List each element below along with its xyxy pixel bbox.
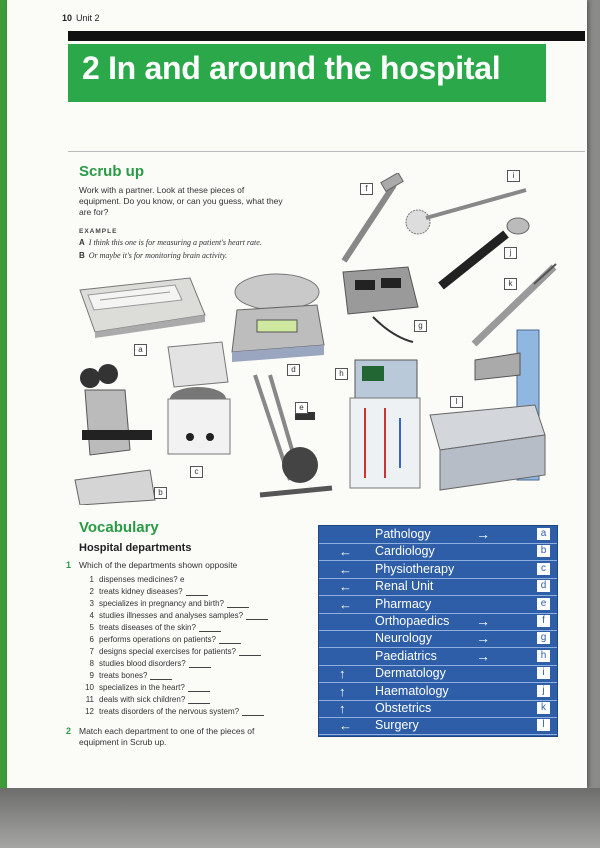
arrow-right-icon: → bbox=[476, 630, 490, 647]
ecg-recorder-image bbox=[70, 270, 210, 340]
top-rule bbox=[68, 31, 585, 41]
question-4 bbox=[78, 611, 268, 620]
q-num: 4 bbox=[89, 611, 94, 620]
answer-blank[interactable] bbox=[188, 695, 210, 704]
q-text: studies illnesses and analyses samples? bbox=[99, 611, 244, 620]
q-num: 10 bbox=[85, 683, 94, 692]
department-row bbox=[319, 596, 557, 614]
example-b bbox=[79, 251, 227, 260]
exercise-2-number: 2 bbox=[66, 726, 72, 736]
exercise-1-intro: Which of the departments shown opposite bbox=[79, 560, 238, 570]
department-name: Paediatrics bbox=[375, 648, 437, 663]
example-label: EXAMPLE bbox=[79, 228, 118, 235]
question-10 bbox=[78, 683, 210, 692]
department-row bbox=[319, 648, 557, 666]
question-6 bbox=[78, 635, 241, 644]
q-num: 7 bbox=[89, 647, 94, 656]
department-letter: j bbox=[537, 685, 550, 697]
exercise-bike-image bbox=[240, 370, 340, 505]
department-letter: c bbox=[537, 563, 550, 575]
title-banner bbox=[68, 44, 546, 102]
microscope-image bbox=[70, 360, 160, 505]
department-letter: d bbox=[537, 580, 550, 592]
exercise-2-line: Match each department to one of the pieces of bbox=[79, 726, 255, 736]
label-k: k bbox=[504, 278, 517, 290]
page-header bbox=[62, 13, 100, 23]
section-divider bbox=[68, 151, 585, 152]
q-num: 11 bbox=[85, 695, 94, 704]
q-text: dispenses medicines? bbox=[99, 575, 178, 584]
question-1 bbox=[78, 575, 184, 584]
label-l: l bbox=[450, 396, 463, 408]
answer-blank[interactable] bbox=[188, 683, 210, 692]
question-3 bbox=[78, 599, 249, 608]
instruction-line: equipment. Do you know, or can you guess, what they bbox=[79, 196, 283, 206]
label-f: f bbox=[360, 183, 373, 195]
exercise-2-line: equipment in Scrub up. bbox=[79, 737, 167, 747]
departments-table bbox=[318, 525, 558, 737]
q-text: treats diseases of the skin? bbox=[99, 623, 196, 632]
q-num: 8 bbox=[89, 659, 94, 668]
q-text: studies blood disorders? bbox=[99, 659, 186, 668]
answer-blank[interactable] bbox=[227, 599, 249, 608]
question-9 bbox=[78, 671, 172, 680]
arrow-left-icon: ← bbox=[339, 544, 352, 560]
department-name: Pathology bbox=[375, 527, 431, 541]
department-row bbox=[319, 630, 557, 648]
answer-blank[interactable] bbox=[242, 707, 264, 716]
department-name: Neurology bbox=[375, 631, 432, 646]
question-11 bbox=[78, 695, 210, 704]
department-row bbox=[319, 683, 557, 701]
answer-blank[interactable] bbox=[189, 659, 211, 668]
scrub-up-instructions bbox=[79, 185, 283, 218]
department-row bbox=[319, 578, 557, 596]
q-num: 1 bbox=[89, 575, 94, 584]
department-name: Haematology bbox=[375, 683, 449, 698]
question-5 bbox=[78, 623, 221, 632]
question-8 bbox=[78, 659, 211, 668]
q-num: 12 bbox=[85, 707, 94, 716]
department-name: Cardiology bbox=[375, 544, 435, 559]
department-letter: b bbox=[537, 545, 550, 557]
speaker-b: B bbox=[79, 251, 85, 260]
department-name: Obstetrics bbox=[375, 701, 432, 715]
scan-shadow bbox=[0, 788, 600, 848]
arrow-up-icon: ↑ bbox=[339, 683, 346, 699]
label-d: d bbox=[287, 364, 300, 376]
answer-blank[interactable] bbox=[186, 587, 208, 596]
dialysis-machine-image bbox=[340, 358, 425, 493]
department-name: Orthopaedics bbox=[375, 614, 450, 628]
question-2 bbox=[78, 587, 208, 596]
arrow-left-icon: ← bbox=[339, 579, 352, 595]
department-letter: l bbox=[537, 719, 550, 731]
arrow-left-icon: ← bbox=[339, 718, 352, 734]
answer-blank[interactable] bbox=[150, 671, 172, 680]
exercise-1-number: 1 bbox=[66, 560, 72, 570]
exercise-2-text bbox=[79, 726, 254, 748]
department-row bbox=[319, 700, 557, 718]
arrow-right-icon: → bbox=[476, 526, 490, 542]
scale-image bbox=[222, 270, 332, 365]
answer-blank[interactable] bbox=[219, 635, 241, 644]
arrow-up-icon: ↑ bbox=[339, 701, 346, 716]
example-b-text: Or maybe it's for monitoring brain activity. bbox=[88, 251, 228, 260]
department-name: Renal Unit bbox=[375, 579, 434, 594]
q-text: treats bones? bbox=[99, 671, 148, 680]
department-row bbox=[319, 717, 557, 735]
department-row bbox=[319, 526, 557, 544]
arrow-up-icon: ↑ bbox=[339, 666, 346, 682]
label-j: j bbox=[504, 247, 517, 259]
example-a bbox=[79, 238, 262, 247]
page-title: 2 In and around the hospital bbox=[82, 50, 501, 86]
x-ray-table-image bbox=[425, 325, 550, 495]
department-letter: e bbox=[537, 598, 550, 610]
question-12 bbox=[78, 707, 264, 716]
department-row bbox=[319, 543, 557, 561]
page-number: 10 bbox=[62, 13, 73, 23]
department-letter: h bbox=[537, 650, 550, 662]
q-text: designs special exercises for patients? bbox=[99, 647, 236, 656]
label-i: i bbox=[507, 170, 520, 182]
q-answer: e bbox=[179, 575, 185, 584]
arrow-left-icon: ← bbox=[339, 596, 352, 612]
question-7 bbox=[78, 647, 261, 656]
department-name: Pharmacy bbox=[375, 596, 432, 611]
department-letter: a bbox=[537, 528, 550, 540]
q-text: deals with sick children? bbox=[99, 695, 186, 704]
answer-blank[interactable] bbox=[239, 647, 261, 656]
q-num: 6 bbox=[89, 635, 94, 644]
q-num: 9 bbox=[89, 671, 94, 680]
department-name: Physiotherapy bbox=[375, 561, 455, 576]
q-num: 3 bbox=[89, 599, 94, 608]
department-letter: i bbox=[537, 667, 550, 679]
label-b: b bbox=[154, 487, 167, 499]
arrow-left-icon: ← bbox=[339, 561, 352, 577]
vocabulary-subheading: Hospital departments bbox=[79, 542, 192, 554]
q-num: 2 bbox=[89, 587, 94, 596]
scrub-up-heading: Scrub up bbox=[79, 163, 145, 180]
label-c: c bbox=[190, 466, 203, 478]
example-a-text: I think this one is for measuring a patient's heart rate. bbox=[88, 238, 262, 247]
eeg-monitor-image bbox=[333, 262, 428, 347]
arrow-right-icon: → bbox=[476, 647, 490, 664]
label-g: g bbox=[414, 320, 427, 332]
q-num: 5 bbox=[89, 623, 94, 632]
department-row bbox=[319, 613, 557, 631]
q-text: performs operations on patients? bbox=[99, 635, 216, 644]
q-text: treats kidney diseases? bbox=[99, 587, 183, 596]
answer-blank[interactable] bbox=[199, 623, 221, 632]
department-letter: k bbox=[537, 702, 550, 714]
instruction-line: are for? bbox=[79, 207, 109, 217]
department-row bbox=[319, 561, 557, 579]
page-edge bbox=[0, 0, 7, 848]
label-h: h bbox=[335, 368, 348, 380]
department-letter: g bbox=[537, 632, 550, 644]
answer-blank[interactable] bbox=[246, 611, 268, 620]
instruction-line: Work with a partner. Look at these pieces of bbox=[79, 185, 245, 195]
label-e: e bbox=[295, 402, 308, 414]
centrifuge-image bbox=[160, 337, 235, 462]
department-name: Dermatology bbox=[375, 666, 446, 681]
speaker-a: A bbox=[79, 238, 85, 247]
department-letter: f bbox=[537, 615, 550, 627]
unit-label: Unit 2 bbox=[76, 13, 100, 23]
department-row bbox=[319, 665, 557, 683]
q-text: treats disorders of the nervous system? bbox=[99, 707, 240, 716]
q-text: specializes in the heart? bbox=[99, 683, 185, 692]
label-a: a bbox=[134, 344, 147, 356]
arrow-right-icon: → bbox=[476, 613, 490, 629]
q-text: specializes in pregnancy and birth? bbox=[99, 599, 224, 608]
vocabulary-heading: Vocabulary bbox=[79, 519, 159, 536]
department-name: Surgery bbox=[375, 718, 419, 733]
